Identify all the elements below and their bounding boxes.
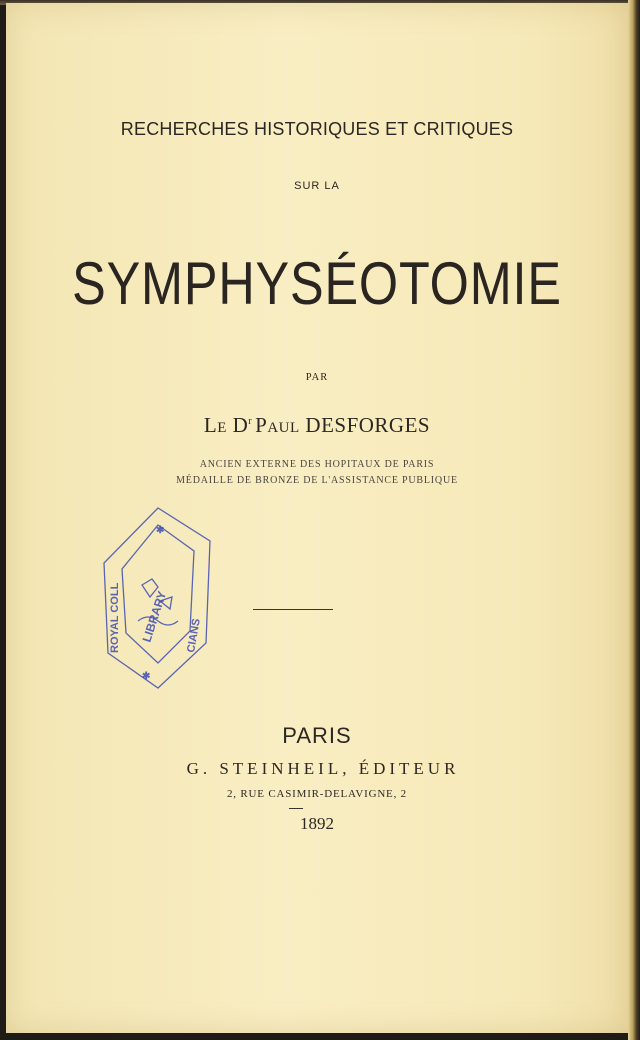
credential-line-1: ANCIEN EXTERNE DES HOPITAUX DE PARIS <box>199 459 435 470</box>
author-first-name: Paul <box>255 413 300 437</box>
city-text: PARIS <box>282 723 352 748</box>
short-rule <box>289 808 303 809</box>
par-text: PAR <box>305 372 329 383</box>
address-text: 2, RUE CASIMIR-DELAVIGNE, 2 <box>227 788 407 800</box>
author-le: Le <box>203 413 227 437</box>
book-edge <box>628 0 640 1040</box>
svg-text:✱: ✱ <box>156 525 165 536</box>
svg-text:LIBRARY: LIBRARY <box>139 589 170 644</box>
main-title: RECHERCHES HISTORIQUES ET CRITIQUES <box>120 119 514 139</box>
subject-title: SYMPHYSÉOTOMIE <box>72 250 562 317</box>
author-last-name: DESFORGES <box>305 413 431 437</box>
author-dr: $D^r$ <box>232 413 253 437</box>
credential-line-2: MÉDAILLE DE BRONZE DE L'ASSISTANCE PUBLIQUE <box>176 475 458 486</box>
svg-text:✱: ✱ <box>142 671 151 682</box>
library-stamp <box>98 503 216 693</box>
svg-text:CIANS: CIANS <box>185 617 203 654</box>
svg-text:ROYAL COLL: ROYAL COLL <box>109 582 121 653</box>
sur-la-text: SUR LA <box>294 180 340 192</box>
year-text: 1892 <box>300 814 334 833</box>
title-page <box>6 3 628 1033</box>
author-line <box>6 413 628 438</box>
decorative-rule <box>253 609 333 610</box>
publisher-text: G. STEINHEIL, ÉDITEUR <box>186 759 460 778</box>
